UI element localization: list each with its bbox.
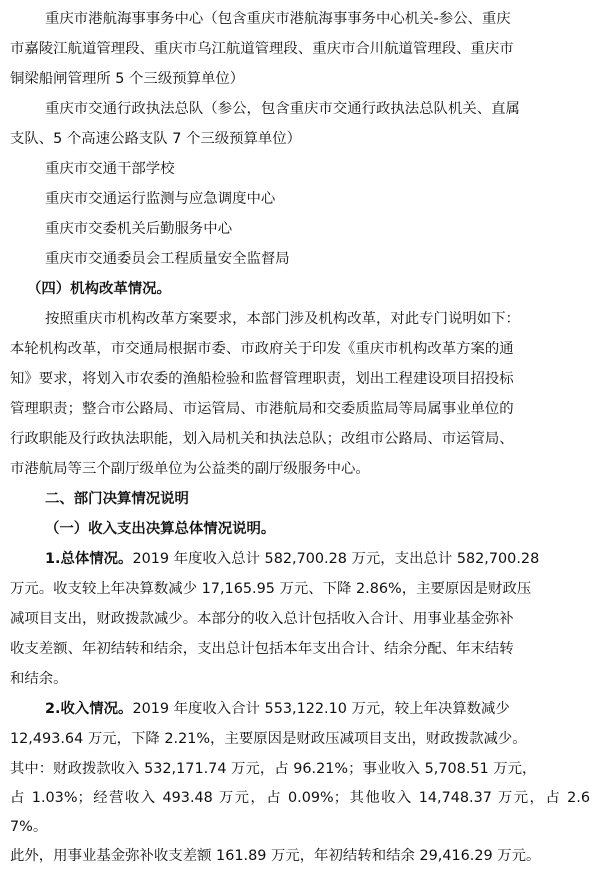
overall-line-4: 收支差额、年初结转和结余，支出总计包括本年支出合计、结余分配、年末结转 [10, 641, 514, 657]
unit-port-line-1: 重庆市港航海事事务中心（包含重庆市港航海事事务中心机关-参公、重庆 [45, 11, 511, 27]
unit-monitor: 重庆市交通运行监测与应急调度中心 [45, 191, 276, 207]
reform-line-6: 市港航局等三个副厅级单位为公益类的副厅级服务中心。 [10, 461, 370, 477]
reform-line-4: 管理职责；整合市公路局、市运管局、市港航局和交委质监局等局属事业单位的 [10, 401, 514, 417]
reform-heading: （四）机构改革情况。 [27, 281, 171, 297]
unit-enforce-line-2: 支队、5 个高速公路支队 7 个三级预算单位） [10, 131, 302, 147]
unit-enforce-line-1: 重庆市交通行政执法总队（参公，包含重庆市交通行政执法总队机关、直属 [45, 101, 520, 117]
unit-school: 重庆市交通干部学校 [45, 161, 175, 177]
income-line-5: 此外，用事业基金弥补收支差额 161.89 万元，年初结转和结余 29,416.29 万元。 [10, 848, 541, 864]
reform-line-1: 按照重庆市机构改革方案要求，本部门涉及机构改革，对此专门说明如下： [45, 311, 520, 327]
reform-line-2: 本轮机构改革，市交通局根据市委、市政府关于印发《重庆市机构改革方案的通 [10, 341, 514, 357]
overall-label: 1.总体情况。 [45, 551, 133, 567]
unit-port-line-2: 市嘉陵江航道管理段、重庆市乌江航道管理段、重庆市合川航道管理段、重庆市 [10, 41, 514, 57]
reform-line-5: 行政职能及行政执法职能，划入局机关和执法总队；改组市公路局、市运管局、 [10, 431, 514, 447]
overall-line-5: 和结余。 [10, 671, 68, 687]
unit-quality: 重庆市交通委员会工程质量安全监督局 [45, 251, 290, 267]
overall-line-3: 减项目支出，财政拨款减少。本部分的收入总计包括收入合计、用事业基金弥补 [10, 611, 514, 627]
overall-line-2: 万元。收支较上年决算数减少 17,165.95 万元、下降 2.86%，主要原因是财政压 [10, 581, 532, 597]
income-line-4: 占 1.03%；经营收入 493.48 万元，占 0.09%；其他收入 14,748.37 万元，占 2.67%。 [10, 790, 590, 835]
section-2-heading: 二、部门决算情况说明 [45, 491, 189, 507]
income-line-3: 其中：财政拨款收入 532,171.74 万元，占 96.21%；事业收入 5,708.51 万元， [10, 761, 537, 777]
income-line-1 [10, 694, 590, 724]
overall-line-1 [10, 544, 590, 574]
section-2-sub-heading: （一）收入支出决算总体情况说明。 [45, 521, 276, 537]
income-label: 2.收入情况。 [45, 701, 133, 717]
reform-line-3: 知》要求，将划入市农委的渔船检验和监督管理职责，划出工程建设项目招投标 [10, 371, 514, 387]
income-text-1: 2019 年度收入合计 553,122.10 万元，较上年决算数减少 [132, 701, 510, 717]
unit-port-line-3: 铜梁船闸管理所 5 个三级预算单位） [10, 71, 245, 87]
income-line-2: 12,493.64 万元，下降 2.21%，主要原因是财政压减项目支出，财政拨款减少。 [10, 731, 527, 747]
unit-logistics: 重庆市交委机关后勤服务中心 [45, 221, 233, 237]
overall-text-1: 2019 年度收入总计 582,700.28 万元，支出总计 582,700.28 [132, 551, 540, 567]
